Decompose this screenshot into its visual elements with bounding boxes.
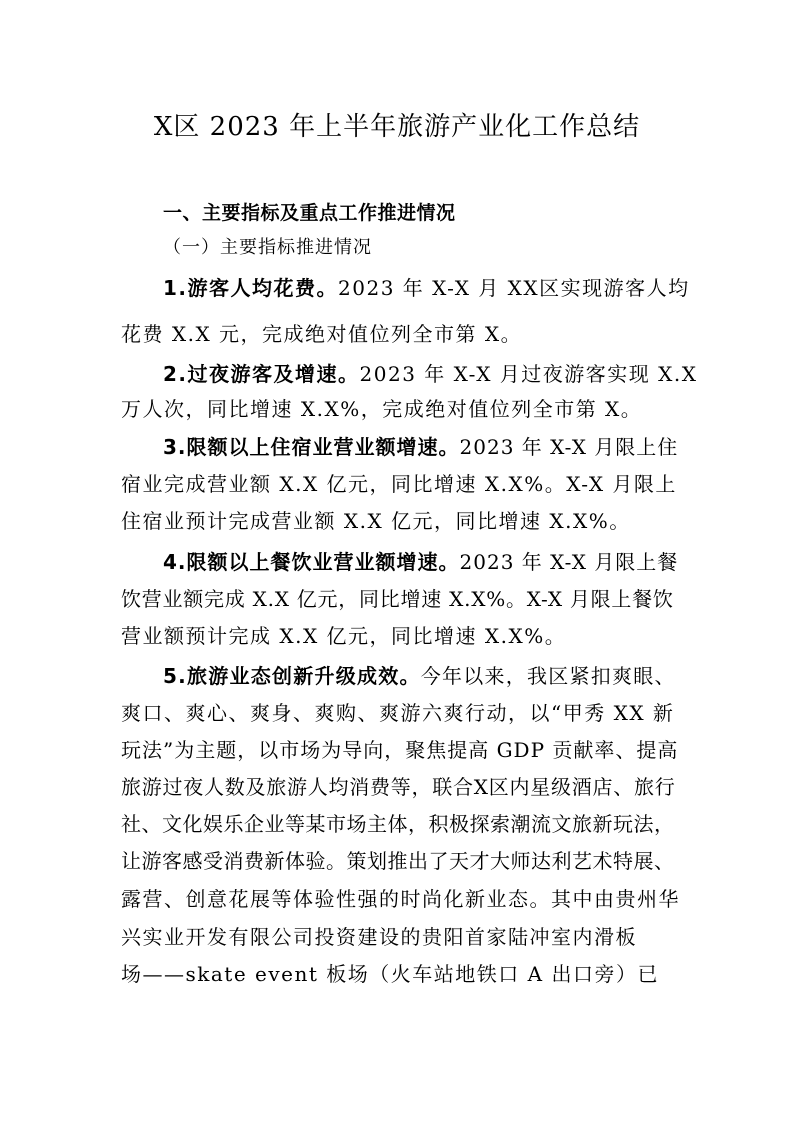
paragraph-line: 兴实业开发有限公司投资建设的贵阳首家陆冲室内滑板 [121,925,637,949]
subsection-heading: （一）主要指标推进情况 [163,237,372,258]
paragraph-line [163,272,690,301]
item-text: 今年以来，我区紧扣爽眼、 [420,664,676,688]
item-text: 2023 年 X-X 月过夜游客实现 X.X [359,362,698,386]
paragraph-line [163,546,678,575]
paragraph-line: 住宿业预计完成营业额 X.X 亿元，同比增速 X.X%。 [121,509,631,533]
paragraph-line: 万人次，同比增速 X.X%，完成绝对值位列全市第 X。 [121,397,643,421]
document-title: X区 2023 年上半年旅游产业化工作总结 [153,112,641,142]
paragraph-line: 玩法”为主题，以市场为导向，聚焦提高 GDP 贡献率、提高 [121,738,679,762]
item-label: 4.限额以上餐饮业营业额增速。 [163,550,460,574]
paragraph-line: 饮营业额完成 X.X 亿元，同比增速 X.X%。X-X 月限上餐饮 [121,587,674,611]
item-text: 2023 年 X-X 月限上餐 [459,550,679,574]
paragraph-line: 宿业完成营业额 X.X 亿元，同比增速 X.X%。X-X 月限上 [121,472,677,496]
item-text: 2023 年 X-X 月限上住 [459,435,679,459]
paragraph-line: 爽口、爽心、爽身、爽购、爽游六爽行动，以“甲秀 XX 新 [121,701,675,725]
paragraph-line: 旅游过夜人数及旅游人均消费等，联合X区内星级酒店、旅行 [121,775,676,799]
item-label: 2.过夜游客及增速。 [163,362,360,386]
paragraph-line [163,358,698,387]
item-label: 5.旅游业态创新升级成效。 [163,664,421,688]
paragraph-line: 营业额预计完成 X.X 亿元，同比增速 X.X%。 [121,624,567,648]
paragraph-line [163,431,678,460]
item-text: 2023 年 X-X 月 XX区实现游客人均 [338,276,690,300]
item-label: 1.游客人均花费。 [163,276,339,300]
paragraph-line: 场——skate event 板场（火车站地铁口 A 出口旁）已 [121,962,659,986]
paragraph-line: 露营、创意花展等体验性强的时尚化新业态。其中由贵州华 [121,887,680,911]
paragraph-line: 让游客感受消费新体验。策划推出了天才大师达利艺术特展、 [121,849,675,873]
paragraph-line [163,660,676,689]
paragraph-line: 花费 X.X 元，完成绝对值位列全市第 X。 [121,322,523,346]
item-label: 3.限额以上住宿业营业额增速。 [163,435,460,459]
section-heading: 一、主要指标及重点工作推进情况 [163,202,456,224]
paragraph-line: 社、文化娱乐企业等某市场主体，积极探索潮流文旅新玩法， [121,812,675,836]
